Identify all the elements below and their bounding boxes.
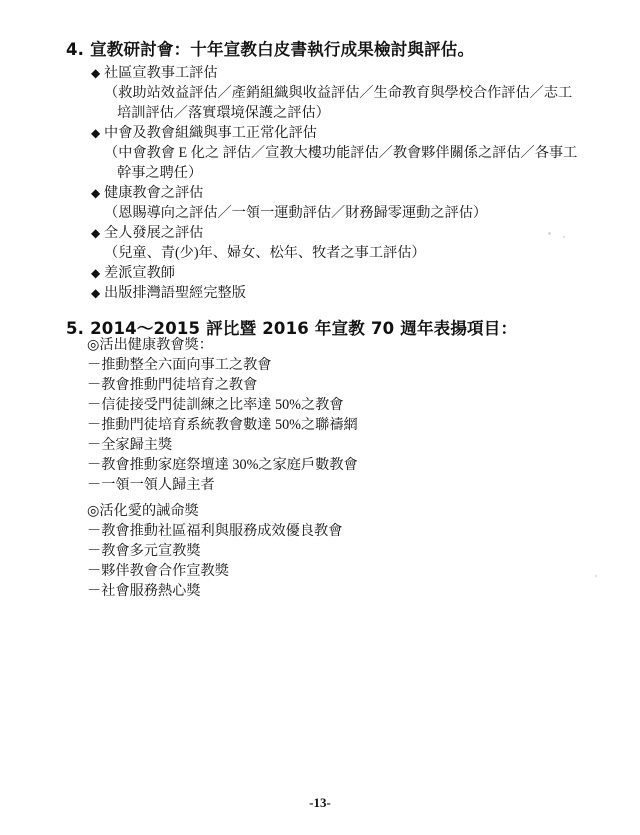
bullet-label: 全人發展之評估 xyxy=(104,225,204,241)
bullet-detail: （救助站效益評估／產銷組織與收益評估／生命教育與學校合作評估／志工 xyxy=(104,85,573,101)
page-number: -13- xyxy=(309,795,331,810)
award-item: －夥伴教會合作宣教獎 xyxy=(87,563,229,579)
award-item: －推動整全六面向事工之教會 xyxy=(87,357,272,373)
bullet-detail: （兒童、青(少)年、婦女、松年、牧者之事工評估） xyxy=(104,245,426,261)
diamond-bullet-icon: ◆ xyxy=(91,266,101,280)
scan-speck xyxy=(548,232,551,235)
diamond-bullet-icon: ◆ xyxy=(91,226,101,240)
award-item: －教會推動社區福利與服務成效優良教會 xyxy=(87,523,343,539)
award-item: －社會服務熱心獎 xyxy=(87,583,201,599)
scan-speck xyxy=(595,575,597,577)
bullet-label: 中會及教會組織與事工正常化評估 xyxy=(104,125,317,141)
bullet-item-organization xyxy=(91,124,317,143)
diamond-bullet-icon: ◆ xyxy=(91,186,101,200)
bullet-label: 健康教會之評估 xyxy=(104,185,204,201)
bullet-item-holistic xyxy=(91,224,203,243)
bullet-label: 社區宣教事工評估 xyxy=(104,65,218,81)
bullet-label: 差派宣教師 xyxy=(104,265,175,281)
award-item: －推動門徒培育系統教會數達 50%之聯禱網 xyxy=(87,417,358,433)
award-item: －教會推動家庭祭壇達 30%之家庭戶數教會 xyxy=(87,457,358,473)
award-item: －全家歸主獎 xyxy=(87,437,173,453)
award-item: －教會多元宣教獎 xyxy=(87,543,201,559)
bullet-detail: 幹事之聘任） xyxy=(117,165,203,181)
scan-speck xyxy=(563,236,565,238)
award-item: －教會推動門徒培育之教會 xyxy=(87,377,258,393)
bullet-item-community xyxy=(91,64,218,83)
award-item: －一領一領人歸主者 xyxy=(87,477,215,493)
section-5-title: 5. 2014～2015 評比暨 2016 年宣教 70 週年表揚項目： xyxy=(66,319,518,338)
bullet-item-missionaries xyxy=(91,264,175,283)
bullet-detail: （中會教會 E 化之 評估／宣教大樓功能評估／教會夥伴關係之評估／各事工 xyxy=(104,145,578,161)
award-item: －信徒接受門徒訓練之比率達 50%之教會 xyxy=(87,397,344,413)
bullet-item-healthy-church xyxy=(91,184,203,203)
section-4-title: 4. 宣教研討會：十年宣教白皮書執行成果檢討與評估。 xyxy=(66,40,475,59)
award-group-heading: ◎活化愛的誡命獎 xyxy=(87,503,199,519)
bullet-detail: （恩賜導向之評估／一領一運動評估／財務歸零運動之評估） xyxy=(104,205,488,221)
award-group-heading: ◎活出健康教會獎： xyxy=(87,337,213,353)
diamond-bullet-icon: ◆ xyxy=(91,66,101,80)
bullet-label: 出版排灣語聖經完整版 xyxy=(104,285,246,301)
bullet-detail: 培訓評估／落實環境保護之評估） xyxy=(117,105,330,121)
bullet-item-bible xyxy=(91,284,246,303)
diamond-bullet-icon: ◆ xyxy=(91,126,101,140)
diamond-bullet-icon: ◆ xyxy=(91,286,101,300)
